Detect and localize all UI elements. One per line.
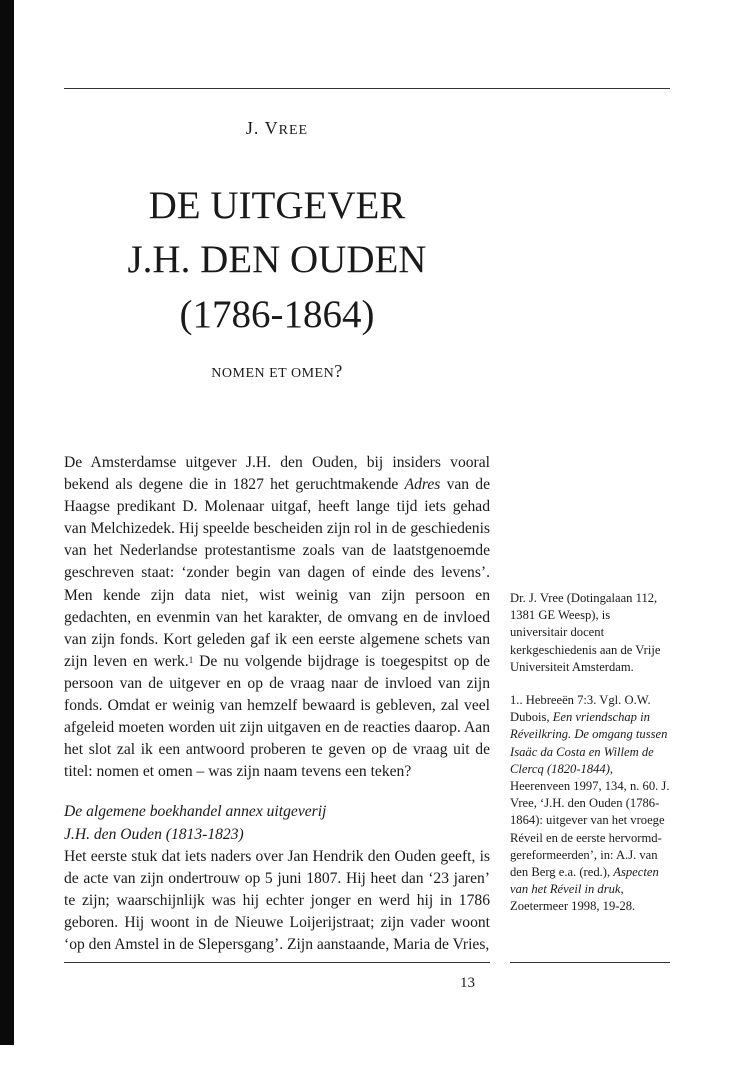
author-smallcaps: REE bbox=[278, 123, 309, 138]
p1-italic-adres: Adres bbox=[404, 476, 441, 494]
article-author bbox=[64, 118, 490, 139]
author-initial: J. V bbox=[245, 118, 279, 138]
fn-text-c: , Zoetermeer 1998, 19-28. bbox=[510, 882, 636, 914]
footnote-1 bbox=[510, 692, 670, 916]
subtitle-question-mark: ? bbox=[334, 361, 343, 381]
subtitle-text: NOMEN ET OMEN bbox=[211, 366, 335, 381]
main-body bbox=[64, 452, 490, 956]
title-line-1: DE UITGEVER bbox=[148, 184, 406, 227]
article-subtitle bbox=[64, 361, 490, 382]
fn-italic-b: Aspecten van het Réveil in druk bbox=[510, 865, 659, 897]
footnote-ref-1: 1 bbox=[188, 654, 194, 665]
paragraph-2: Het eerste stuk dat iets naders over Jan Hendrik den Ouden geeft, is de acte van zijn ondertrouw op 5 juni 1807. Hij heet dan ‘23 jaren’ te zijn; waarschijnlijk was hij echter jonger en werd hij in 1786 geboren. Hij woont in de Nieuwe Loijerijstraat; zijn vader woont ‘op den Amstel in de Slepersgang’. Zijn aanstaande, Maria de Vries, bbox=[64, 847, 490, 953]
fn-text-b: , Heerenveen 1997, 134, n. 60. J. Vree, ‘J.H. den Ouden (1786-1864): uitgever van het vroege Réveil en de eerste hervormd-gereformeerden’, in: A.J. van den Berg e.a. (red.), bbox=[510, 761, 670, 880]
fn-text-a: 1.. Hebreeën 7:3. Vgl. O.W. Dubois, bbox=[510, 693, 651, 725]
fn-italic-a: Een vriendschap in Réveilkring. De omgang tussen Isaäc da Costa en Willem de Clercq (1820-1844) bbox=[510, 710, 668, 776]
section-heading bbox=[64, 801, 490, 845]
bottom-rule-main bbox=[64, 962, 490, 963]
title-line-3: (1786-1864) bbox=[179, 293, 375, 336]
paragraph-1 bbox=[64, 452, 490, 783]
p1-text-a: De Amsterdamse uitgever J.H. den Ouden, bij insiders vooral bekend als degene die in 1827 het geruchtmakende bbox=[64, 454, 490, 494]
p1-text-b: van de Haagse predikant D. Molenaar uitgaf, heeft lange tijd iets gehad van Melchizedek. Hij speelde bescheiden zijn rol in de geschiedenis van het Nederlandse protestantisme zoals van de laatstgenoemde geschreven staat: ‘zonder begin van dagen of einde des levens’. Men kende zijn data niet, wist weinig van zijn persoon en gedachten, en evenmin van het karakter, de omvang en de invloed van zijn fonds. Kort geleden gaf ik een eerste algemene schets van zijn leven en werk. bbox=[64, 476, 491, 670]
top-rule bbox=[64, 88, 670, 89]
section-heading-line-1: De algemene boekhandel annex uitgeverij bbox=[64, 803, 327, 821]
bottom-rule-side bbox=[510, 962, 670, 963]
scan-edge-bar bbox=[0, 0, 14, 1045]
author-affiliation-note: Dr. J. Vree (Dotingalaan 112, 1381 GE Weesp), is universitair docent kerkgeschiedenis aan de Vrije Universiteit Amsterdam. bbox=[510, 591, 661, 674]
section-heading-line-2: J.H. den Ouden (1813-1823) bbox=[64, 825, 244, 843]
p1-text-c: De nu volgende bijdrage is toegespitst op de persoon van de uitgever en op de vraag naar de invloed van zijn fonds. Omdat er weinig van hemzelf bewaard is gebleven, zal veel afgeleid moeten worden uit zijn uitgaven en de reacties daarop. Aan het slot zal ik een antwoord proberen te geven op de vraag uit de titel: nomen et omen – was zijn naam tevens een teken? bbox=[64, 652, 490, 781]
title-line-2: J.H. DEN OUDEN bbox=[127, 238, 427, 281]
page-number: 13 bbox=[460, 975, 475, 991]
